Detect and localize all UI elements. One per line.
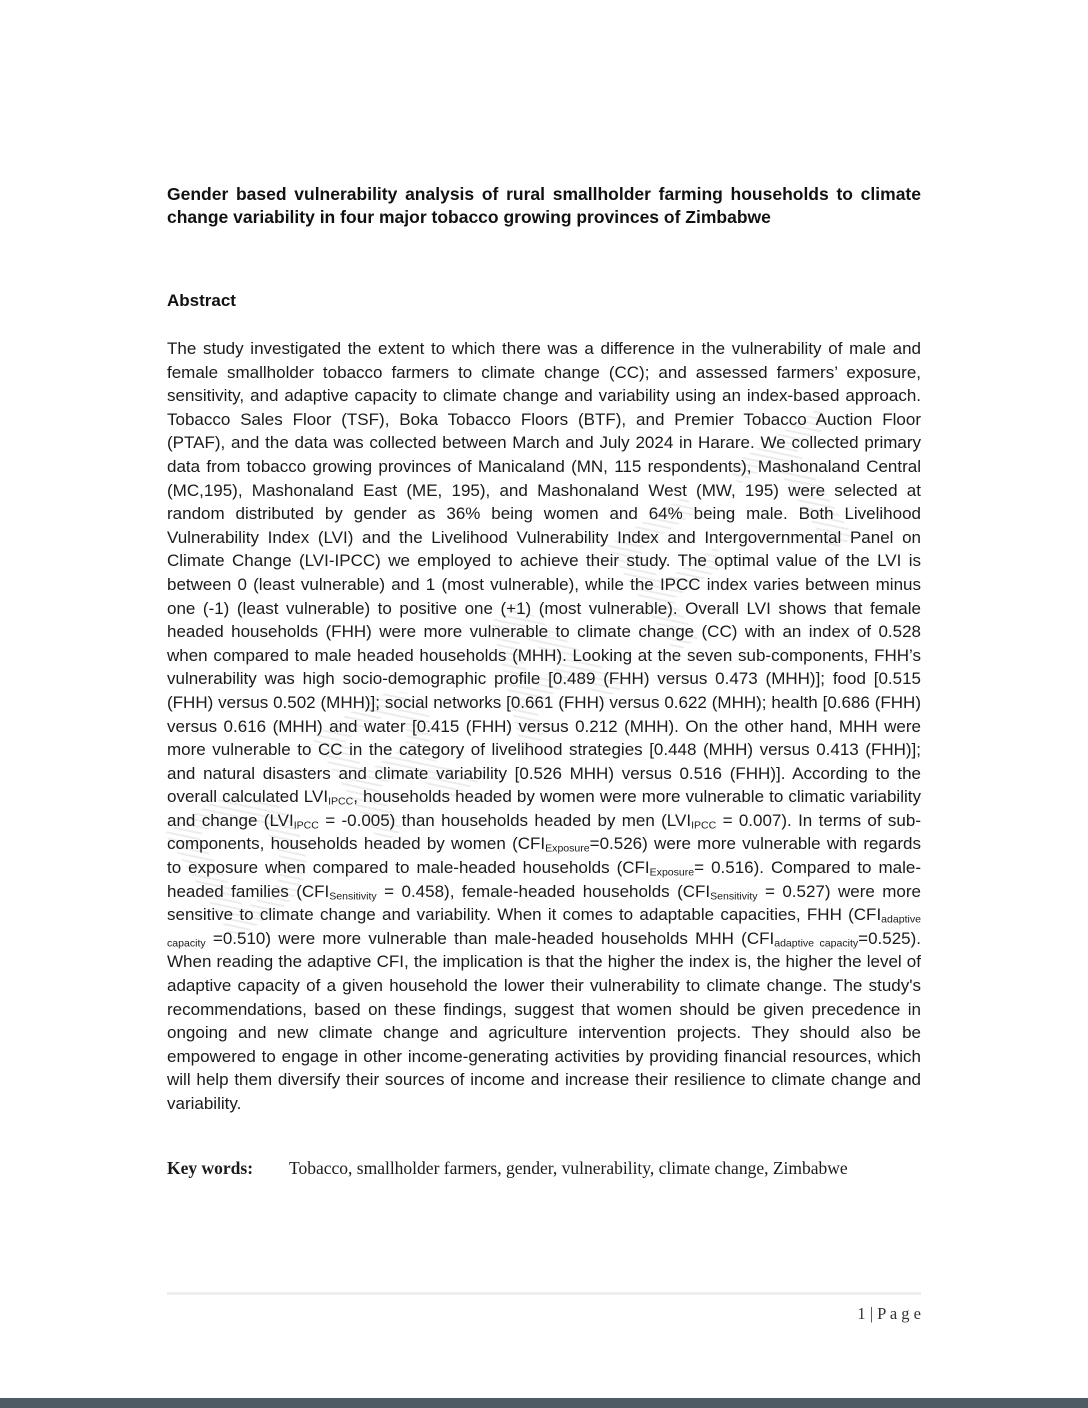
page-footer	[167, 1292, 921, 1324]
page-content	[167, 183, 921, 1180]
keywords-label: Key words:	[167, 1157, 254, 1178]
paper-title: Gender based vulnerability analysis of rural smallholder farming households to climate change variability in four major tobacco growing provinces of Zimbabwe	[167, 184, 921, 227]
abstract-heading: Abstract	[167, 291, 236, 310]
abstract-paragraph: The study investigated the extent to which there was a difference in the vulnerability of male and female smallholder tobacco farmers to climate change (CC); and assessed farmers’ exposure, sensitivity, and adaptive capacity to climate change and variability using an index-based approach. Tobacco Sales Floor (TSF), Boka Tobacco Floors (BTF), and Premier Tobacco Auction Floor (PTAF), and the data was collected between March and July 2024 in Harare. We collected primary data from tobacco growing provinces of Manicaland (MN, 115 respondents), Mashonaland Central (MC,195), Mashonaland East (ME, 195), and Mashonaland West (MW, 195) were selected at random distributed by gender as 36% being women and 64% being male. Both Livelihood Vulnerability Index (LVI) and the Livelihood Vulnerability Index and Intergovernmental Panel on Climate Change (LVI-IPCC) we employed to achieve their study. The optimal value of the LVI is between 0 (least vulnerable) and 1 (most vulnerable), while the IPCC index varies between minus one (-1) (least vulnerable) to positive one (+1) (most vulnerable). Overall LVI shows that female headed households (FHH) were more vulnerable to climate change (CC) with an index of 0.528 when compared to male headed households (MHH). Looking at the seven sub-components, FHH’s vulnerability was high socio-demographic profile [0.489 (FHH) versus 0.473 (MHH)]; food [0.515 (FHH) versus 0.502 (MHH)]; social networks [0.661 (FHH) versus 0.622 (MHH); health [0.686 (FHH) versus 0.616 (MHH) and water [0.415 (FHH) versus 0.212 (MHH). On the other hand, MHH were more vulnerable to CC in the category of livelihood strategies [0.448 (MHH) versus 0.413 (FHH)]; and natural disasters and climate variability [0.526 MHH) versus 0.516 (FHH)]. According to the overall calculated $LVI_{IPCC}$, households headed by women were more vulnerable to climatic variability and change $(LVI_{IPCC} = -0.005)$ than households headed by men $(LVI_{IPCC} = 0.007)$. In terms of sub-components, households headed by women $(CFI_{Exposure}=0.526)$ were more vulnerable with regards to exposure when compared to male-headed households $(CFI_{Exposure}= 0.516)$. Compared to male-headed families $(CFI_{Sensitivity} = 0.458)$, female-headed households $(CFI_{Sensitivity} = 0.527)$ were more sensitive to climate change and variability. When it comes to adaptable capacities, FHH $(CFI_{adaptive capacity} =0.510)$ were more vulnerable than male-headed households MHH $(CFI_{adaptive capacity}=0.525)$. When reading the adaptive CFI, the implication is that the higher the index is, the higher the level of adaptive capacity of a given household the lower their vulnerability to climate change. The study's recommendations, based on these findings, suggest that women should be given precedence in ongoing and new climate change and agriculture intervention projects. They should also be empowered to engage in other income-generating activities by providing financial resources, which will help them diversify their sources of income and increase their resilience to climate change and variability.	[167, 339, 922, 1113]
bottom-edge-bar	[0, 1398, 1088, 1408]
keywords-row	[167, 1156, 921, 1180]
page-number: 1 | P a g e	[857, 1304, 921, 1323]
watermark-text: DRAFT	[132, 351, 948, 981]
keywords-text: Tobacco, smallholder farmers, gender, vulnerability, climate change, Zimbabwe	[289, 1157, 848, 1178]
